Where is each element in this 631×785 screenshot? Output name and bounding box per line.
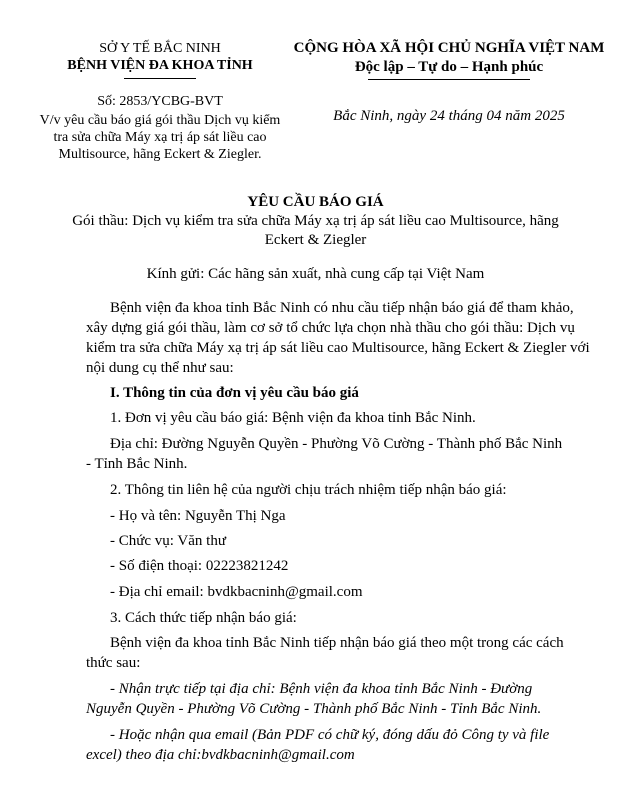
email-line-1: - Hoặc nhận qua email (Bản PDF có chữ ký, đóng dấu đỏ Công ty và file [110, 727, 550, 743]
subject-line-1: V/v yêu cầu báo giá gói thầu Dịch vụ kiểm [39, 113, 281, 128]
item-2: 2. Thông tin liên hệ của người chịu trách nhiệm tiếp nhận báo giá: [110, 482, 507, 498]
hospital-underline [124, 78, 196, 79]
package-line-1: Gói thầu: Dịch vụ kiểm tra sửa chữa Máy xạ trị áp sát liều cao Multisource, hãng [72, 213, 559, 229]
motto-underline [368, 79, 530, 80]
email-line-2: excel) theo địa chỉ:bvdkbacninh@gmail.com [86, 747, 355, 763]
national-motto: Độc lập – Tự do – Hạnh phúc [354, 59, 544, 75]
intro-line-3: kiểm tra sửa chữa Máy xạ trị áp sát liều cao Multisource, hãng Eckert & Ziegler với [86, 340, 590, 356]
intro-line-4: nội dung cụ thể như sau: [86, 360, 234, 376]
contact-phone: - Số điện thoại: 02223821242 [110, 558, 289, 574]
subject-line-2: tra sửa chữa Máy xạ trị áp sát liều cao [53, 130, 267, 145]
document-title: YÊU CẦU BÁO GIÁ [247, 194, 384, 210]
salutation: Kính gửi: Các hãng sản xuất, nhà cung cấp tại Việt Nam [146, 266, 485, 282]
national-title: CỘNG HÒA XÃ HỘI CHỦ NGHĨA VIỆT NAM [293, 40, 605, 56]
direct-line-2: Nguyễn Quyền - Phường Võ Cường - Thành phố Bắc Ninh - Tỉnh Bắc Ninh. [86, 701, 542, 717]
contact-email: - Địa chỉ email: bvdkbacninh@gmail.com [110, 584, 363, 600]
section-heading: I. Thông tin của đơn vị yêu cầu báo giá [110, 385, 359, 401]
contact-title: - Chức vụ: Văn thư [110, 533, 226, 549]
contact-name: - Họ và tên: Nguyễn Thị Nga [110, 508, 286, 524]
document-number: Số: 2853/YCBG-BVT [97, 94, 223, 109]
package-line-2: Eckert & Ziegler [264, 232, 367, 248]
item-1: 1. Đơn vị yêu cầu báo giá: Bệnh viện đa khoa tỉnh Bắc Ninh. [110, 410, 476, 426]
receive-line-2: thức sau: [86, 655, 141, 671]
intro-line-1: Bệnh viện đa khoa tỉnh Bắc Ninh có nhu cầu tiếp nhận báo giá để tham khảo, [110, 300, 574, 316]
address-line-2: - Tỉnh Bắc Ninh. [86, 456, 188, 472]
hospital-name: BỆNH VIỆN ĐA KHOA TỈNH [67, 58, 253, 73]
subject-line-3: Multisource, hãng Eckert & Ziegler. [58, 147, 262, 162]
intro-line-2: xây dựng giá gói thầu, làm cơ sở tổ chức lựa chọn nhà thầu cho gói thầu: Dịch vụ [86, 320, 575, 336]
place-date: Bắc Ninh, ngày 24 tháng 04 năm 2025 [333, 108, 565, 124]
item-3: 3. Cách thức tiếp nhận báo giá: [110, 610, 297, 626]
receive-line-1: Bệnh viện đa khoa tỉnh Bắc Ninh tiếp nhận báo giá theo một trong các cách [110, 635, 564, 651]
agency-name: SỞ Y TẾ BẮC NINH [99, 41, 221, 56]
address-line-1: Địa chỉ: Đường Nguyễn Quyền - Phường Võ Cường - Thành phố Bắc Ninh [110, 436, 563, 452]
direct-line-1: - Nhận trực tiếp tại địa chỉ: Bệnh viện đa khoa tỉnh Bắc Ninh - Đường [110, 681, 533, 697]
